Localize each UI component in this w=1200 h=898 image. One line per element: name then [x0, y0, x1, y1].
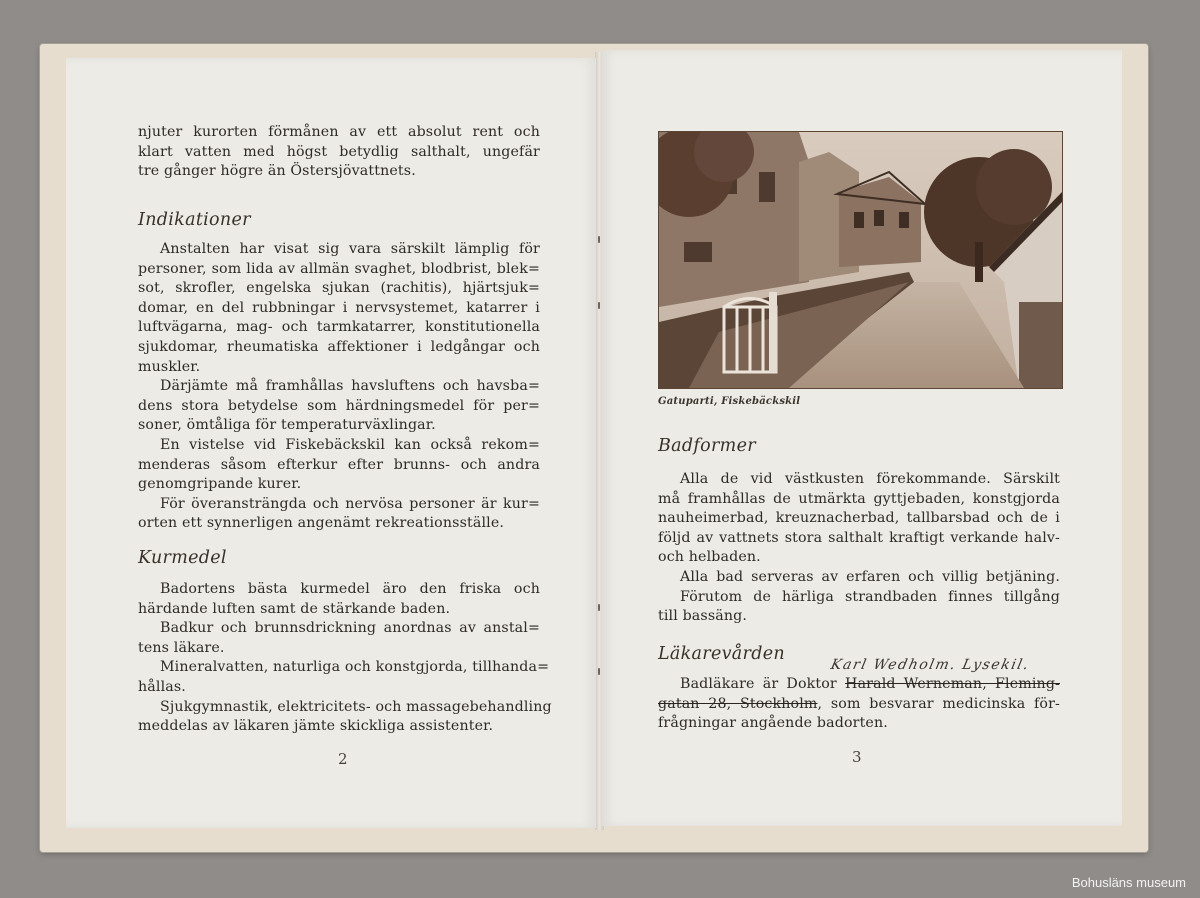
heading-kurmedel: Kurmedel	[138, 548, 227, 568]
text-line: Sjukgymnastik, elektricitets- och massagebehandling	[160, 698, 552, 715]
street-photo	[658, 131, 1063, 389]
text-line: soner, ömtåliga för temperaturväxlingar.	[138, 417, 436, 434]
text-line: muskler.	[138, 358, 201, 375]
heading-lakarevarden: Läkarevården	[658, 644, 785, 664]
text-line: tre gånger högre än Östersjövattnets.	[138, 163, 416, 180]
page-number: 3	[852, 748, 862, 766]
spine-stitch	[598, 668, 600, 675]
struck-text: gatan 28, Stockholm	[658, 695, 818, 712]
text-line: domar, en del rubbningar i nervsystemet, katarrer i	[138, 299, 540, 316]
text-line: följd av vattnets stora salthalt kraftigt verkande halv-	[658, 529, 1060, 546]
text-line: orten ett synnerligen angenämt rekreationsställe.	[138, 515, 505, 532]
text-line: Alla bad serveras av erfaren och villig betjäning.	[680, 568, 1060, 585]
lakarevarden-paragraph	[658, 675, 1060, 734]
text-line: dens stora betydelse som härdningsmedel för per=	[138, 397, 540, 414]
text-line: meddelas av läkaren jämte skickliga assistenter.	[138, 718, 494, 735]
text-line: Badkur och brunnsdrickning anordnas av anstal=	[160, 620, 540, 637]
left-page	[66, 58, 596, 828]
page-number: 2	[338, 750, 348, 768]
text-line: menderas såsom efterkur efter brunns- och andra	[138, 456, 540, 473]
text-line: Badortens bästa kurmedel äro den friska och	[160, 581, 540, 597]
text-line: En vistelse vid Fiskebäckskil kan också rekom=	[160, 436, 540, 453]
indikationer-paragraph	[138, 240, 540, 534]
text-line: Därjämte må framhållas havsluftens och havsba=	[160, 378, 540, 395]
text-line: För överansträngda och nervösa personer är kur=	[160, 495, 540, 512]
text-line	[658, 675, 1060, 695]
heading-badformer: Badformer	[658, 436, 756, 456]
spine-stitch	[598, 236, 600, 243]
badformer-paragraph	[658, 470, 1060, 627]
text-line: må framhållas de utmärkta gyttjebaden, konstgjorda	[658, 490, 1060, 507]
text-line: njuter kurorten förmånen av ett absolut rent och	[138, 124, 540, 140]
text-line: Anstalten har visat sig vara särskilt lämplig för	[160, 241, 540, 257]
text-line: frågningar angående badorten.	[658, 715, 888, 732]
spine-stitch	[598, 604, 600, 611]
text-line: genomgripande kurer.	[138, 476, 302, 493]
struck-text: Harald Werneman, Fleming-	[845, 676, 1061, 692]
text-line: Förutom de härliga strandbaden finnes tillgång	[680, 588, 1060, 605]
text-line: sot, skrofler, engelska sjukan (rachitis), hjärtsjuk=	[138, 280, 540, 297]
text-line	[658, 695, 1060, 715]
text-line: Alla de vid västkusten förekommande. Särskilt	[680, 471, 1060, 487]
right-page	[602, 50, 1122, 826]
text-line: härdande luften samt de stärkande baden.	[138, 600, 451, 617]
text-line: Mineralvatten, naturliga och konstgjorda, tillhanda=	[160, 659, 550, 676]
text-run: , som besvarar medicinska för-	[817, 695, 1061, 712]
text-line: sjukdomar, rheumatiska affektioner i ledgångar och	[138, 338, 540, 355]
text-line: hållas.	[138, 678, 186, 695]
handwritten-note: Karl Wedholm. Lysekil.	[829, 657, 1032, 673]
text-run: Badläkare är Doktor	[680, 676, 846, 692]
photo-caption: Gatuparti, Fiskebäckskil	[658, 396, 801, 407]
text-line: till bassäng.	[658, 608, 748, 625]
text-line: personer, som lida av allmän svaghet, blodbrist, blek=	[138, 260, 540, 277]
kurmedel-paragraph	[138, 580, 552, 737]
text-line: luftvägarna, mag- och tarmkatarrer, konstitutionella	[138, 319, 540, 336]
heading-indikationer: Indikationer	[138, 210, 251, 230]
text-line: och helbaden.	[658, 549, 761, 566]
text-line: nauheimerbad, kreuznacherbad, tallbarsbad och de i	[658, 510, 1060, 527]
text-line: tens läkare.	[138, 639, 225, 656]
booklet	[40, 44, 1148, 852]
intro-paragraph	[138, 123, 540, 182]
text-line: klart vatten med högst betydlig salthalt, ungefär	[138, 143, 540, 160]
museum-watermark: Bohusläns museum	[1071, 875, 1186, 890]
spine-stitch	[598, 302, 600, 309]
street-photo-image	[659, 132, 1062, 388]
